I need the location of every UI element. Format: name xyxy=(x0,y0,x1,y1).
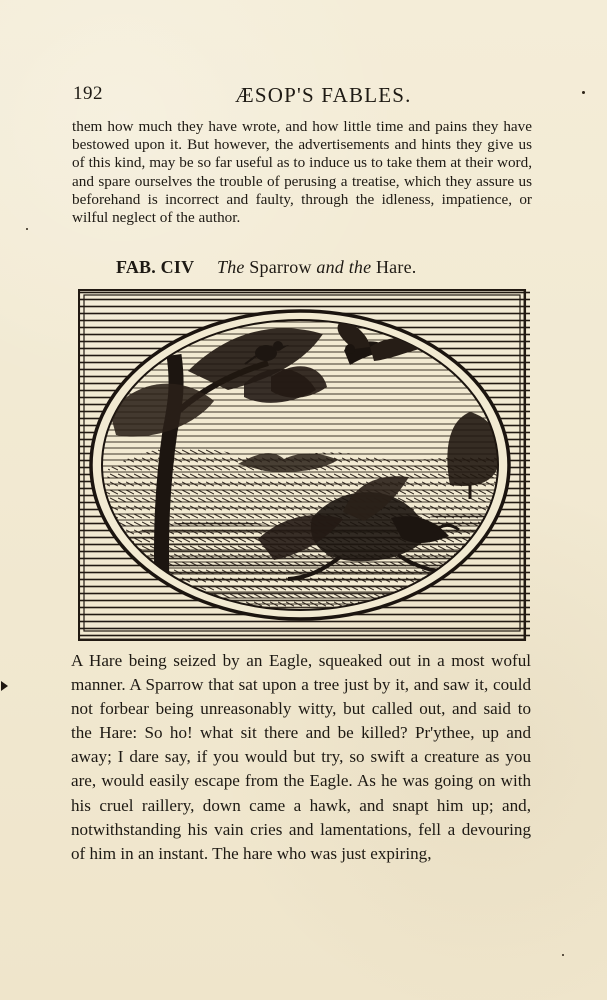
fable-title xyxy=(116,257,506,281)
fable-number: FAB. CIV xyxy=(116,257,195,277)
fable-text: A Hare being seized by an Eagle, squeaked out in a most woful manner. A Sparrow that sat upon a tree just by it, and saw it, could not forbear being unreasonably witty, but called out, and said to the Hare: So ho! what sit there and be killed? Pr'ythee, up and away; I dare say, if you would but try, so swift a creature as you are, would easily escape from the Eagle. As he was going on with his cruel raillery, down came a hawk, and snapt him up; and, notwithstanding his vain cries and lamentations, fell a devouring of him in an instant. The hare who was just expiring, xyxy=(71,651,531,863)
title-word-and-the: and the xyxy=(316,257,372,277)
margin-arrow-icon xyxy=(1,681,8,691)
ink-speck-right-bottom xyxy=(562,954,564,956)
woodcut-illustration xyxy=(78,289,530,641)
ink-speck-left xyxy=(26,228,28,230)
title-word-hare: Hare. xyxy=(375,257,417,277)
woodcut-svg xyxy=(78,289,530,641)
title-word-sparrow: Sparrow xyxy=(249,257,312,277)
title-word-the: The xyxy=(216,257,245,277)
ink-speck-top-right xyxy=(582,91,585,94)
running-head: ÆSOP'S FABLES. xyxy=(235,83,412,107)
page-header xyxy=(73,83,531,109)
intro-paragraph: them how much they have wrote, and how little time and pains they have bestowed upon it. But however, the advertisements and hints they give us of this kind, may be so far useful as to induce us to take them at their word, and spare ourselves the trouble of perusing a treatise, which they assure us beforehand is incorrect and faulty, through the idleness, impatience, or wilful neglect of the author. xyxy=(72,118,532,227)
page-number: 192 xyxy=(73,83,103,104)
